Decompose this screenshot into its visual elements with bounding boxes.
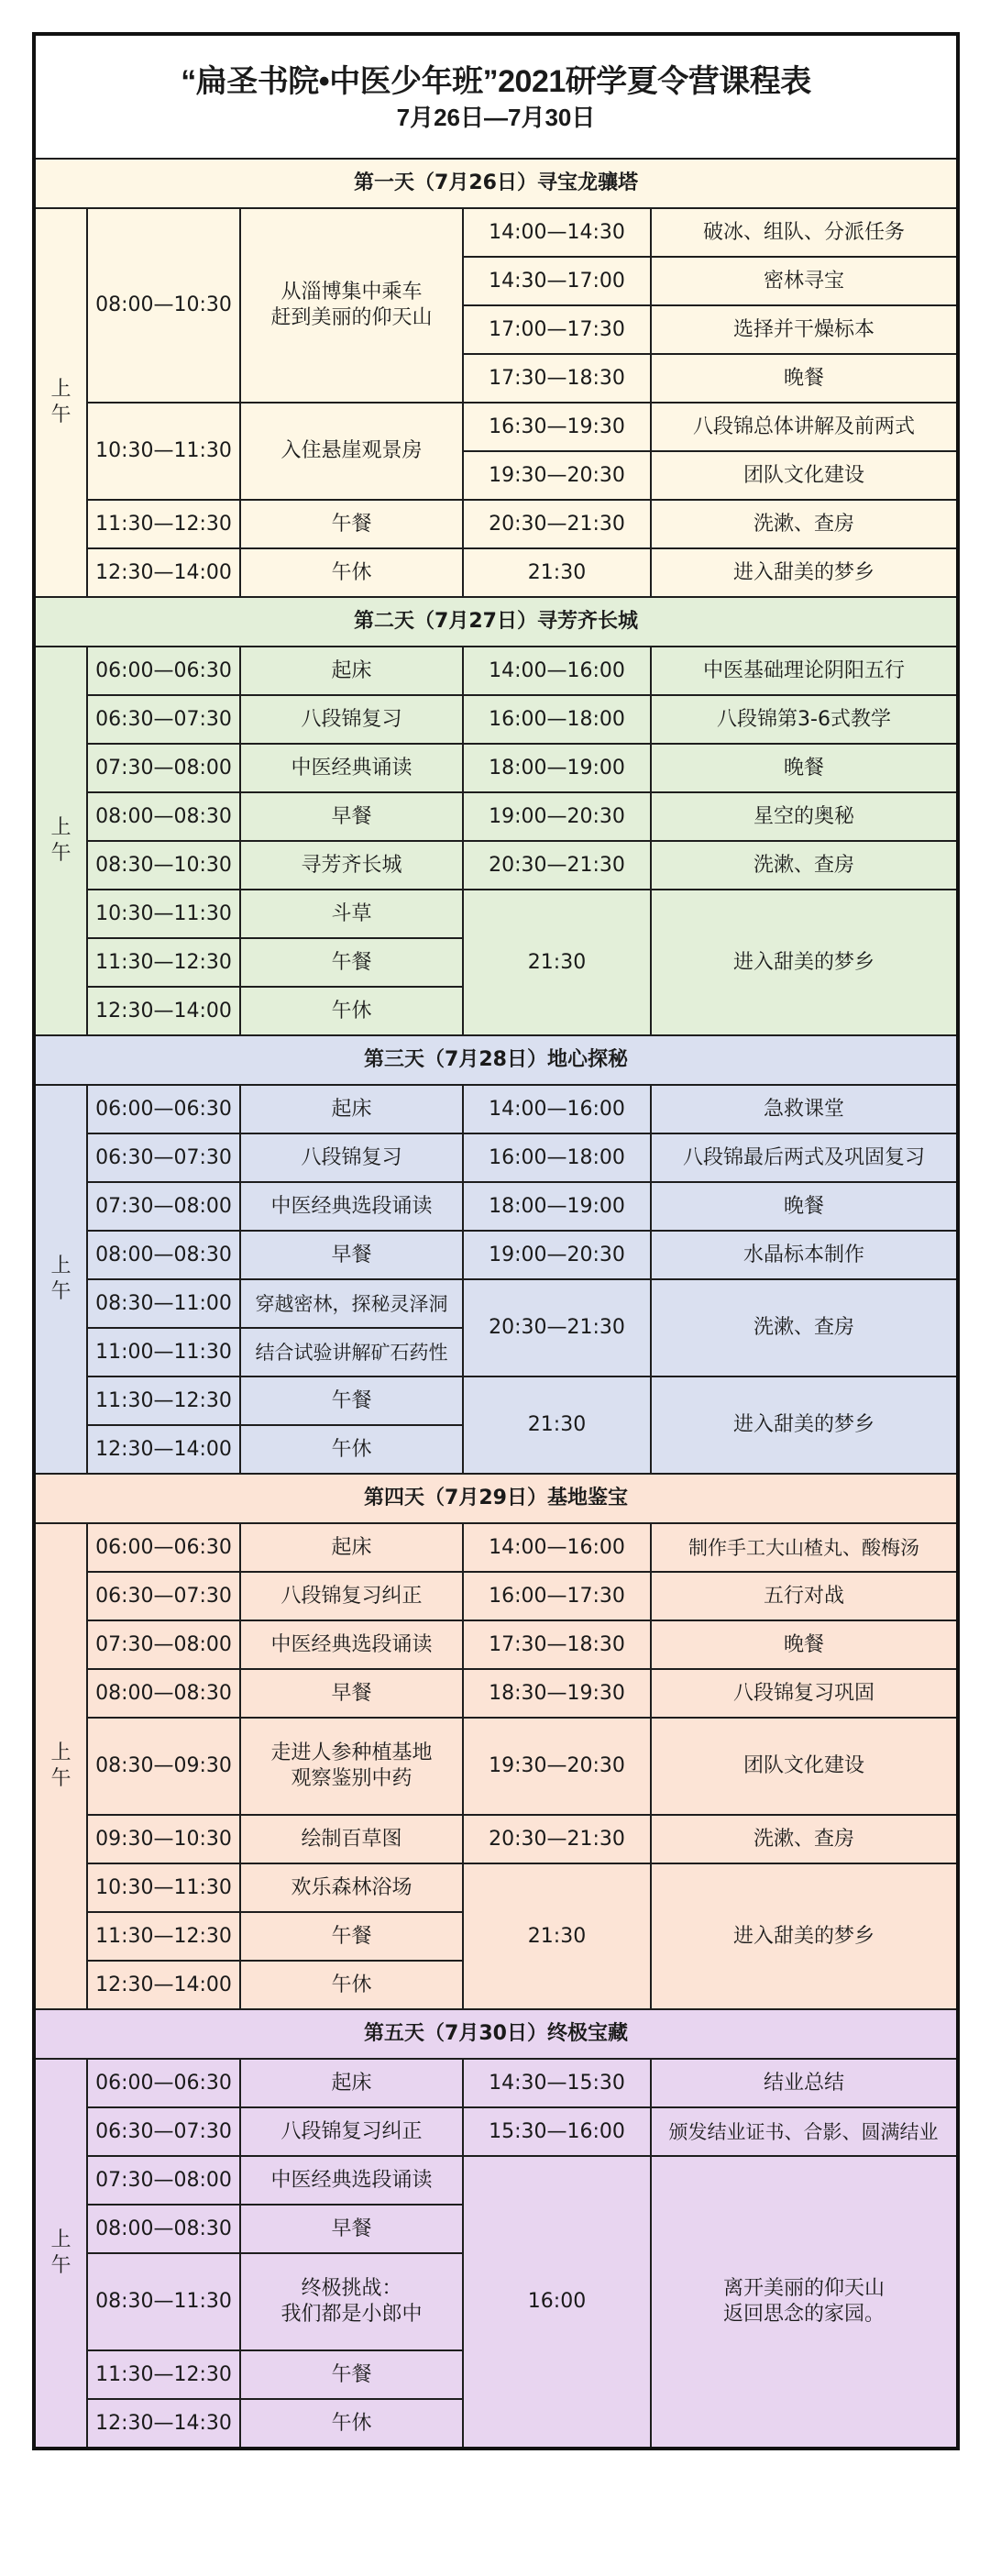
day-4-title: 第四天（7月29日）基地鉴宝 [34,1474,958,1523]
morning-activity: 起床 [240,2059,463,2107]
morning-activity: 午休 [240,1961,463,2009]
morning-activity: 斗草 [240,890,463,938]
afternoon-activity: 团队文化建设 [651,1718,958,1815]
afternoon-activity: 八段锦第3-6式教学 [651,695,958,744]
day-5-header-row [34,2009,958,2059]
table-row [34,2156,958,2205]
afternoon-activity: 洗漱、查房 [651,500,958,548]
table-row [34,1572,958,1620]
table-row [34,500,958,548]
day-1-title: 第一天（7月26日）寻宝龙骧塔 [34,159,958,208]
morning-time: 06:00—06:30 [87,647,240,695]
morning-activity: 八段锦复习纠正 [240,2107,463,2156]
morning-activity: 早餐 [240,1231,463,1279]
morning-activity: 中医经典选段诵读 [240,1620,463,1669]
table-row [34,1523,958,1572]
period-label-morning: 上 午 [34,2059,87,2449]
morning-activity: 午休 [240,2399,463,2449]
table-row [34,1182,958,1231]
table-row [34,403,958,451]
table-row [34,792,958,841]
table-row [34,208,958,257]
morning-activity: 午休 [240,548,463,597]
table-row [34,1815,958,1863]
morning-time: 12:30—14:00 [87,987,240,1035]
afternoon-time: 15:30—16:00 [463,2107,651,2156]
morning-time: 08:00—08:30 [87,2205,240,2253]
table-row [34,1669,958,1718]
afternoon-activity: 晚餐 [651,354,958,403]
period-label-morning: 上 午 [34,1085,87,1474]
afternoon-time: 20:30—21:30 [463,1815,651,1863]
afternoon-activity: 洗漱、查房 [651,841,958,890]
afternoon-activity: 制作手工大山楂丸、酸梅汤 [651,1523,958,1572]
morning-activity: 午餐 [240,1912,463,1961]
afternoon-activity: 八段锦总体讲解及前两式 [651,403,958,451]
afternoon-activity: 洗漱、查房 [651,1815,958,1863]
afternoon-activity: 八段锦复习巩固 [651,1669,958,1718]
page-title: “扁圣书院•中医少年班”2021研学夏令营课程表 [181,63,811,99]
afternoon-activity: 进入甜美的梦乡 [651,548,958,597]
afternoon-time: 19:30—20:30 [463,1718,651,1815]
morning-time: 08:00—08:30 [87,1231,240,1279]
title-block [34,34,958,159]
morning-activity: 绘制百草图 [240,1815,463,1863]
afternoon-activity: 破冰、组队、分派任务 [651,208,958,257]
afternoon-activity: 急救课堂 [651,1085,958,1133]
afternoon-time: 21:30 [463,890,651,1035]
afternoon-activity: 晚餐 [651,1620,958,1669]
day-2-title: 第二天（7月27日）寻芳齐长城 [34,597,958,647]
day-4-header-row [34,1474,958,1523]
morning-activity: 起床 [240,1523,463,1572]
morning-time: 06:00—06:30 [87,1523,240,1572]
afternoon-time: 14:00—16:00 [463,1523,651,1572]
morning-activity: 入住悬崖观景房 [240,403,463,500]
morning-time: 06:30—07:30 [87,2107,240,2156]
schedule-table [32,32,960,2450]
morning-activity: 中医经典选段诵读 [240,1182,463,1231]
morning-time: 08:30—11:30 [87,2253,240,2350]
period-label-morning: 上 午 [34,647,87,1035]
day-5-title: 第五天（7月30日）终极宝藏 [34,2009,958,2059]
day-3-title: 第三天（7月28日）地心探秘 [34,1035,958,1085]
morning-activity: 八段锦复习 [240,1133,463,1182]
morning-time: 12:30—14:00 [87,548,240,597]
table-row [34,1085,958,1133]
afternoon-time: 18:00—19:00 [463,744,651,792]
morning-activity: 早餐 [240,1669,463,1718]
morning-activity: 结合试验讲解矿石药性 [240,1328,463,1376]
morning-activity: 起床 [240,1085,463,1133]
morning-activity: 欢乐森林浴场 [240,1863,463,1912]
date-range: 7月26日—7月30日 [396,103,596,131]
morning-time: 07:30—08:00 [87,1182,240,1231]
morning-time: 11:00—11:30 [87,1328,240,1376]
afternoon-activity: 八段锦最后两式及巩固复习 [651,1133,958,1182]
afternoon-time: 14:00—16:00 [463,647,651,695]
morning-time: 08:30—11:00 [87,1279,240,1328]
afternoon-activity: 中医基础理论阴阳五行 [651,647,958,695]
morning-time: 06:30—07:30 [87,1133,240,1182]
afternoon-activity: 进入甜美的梦乡 [651,1376,958,1474]
afternoon-time: 19:00—20:30 [463,792,651,841]
day-3-header-row [34,1035,958,1085]
afternoon-activity: 结业总结 [651,2059,958,2107]
morning-time: 11:30—12:30 [87,1912,240,1961]
morning-time: 08:00—08:30 [87,1669,240,1718]
morning-activity: 八段锦复习纠正 [240,1572,463,1620]
morning-time: 11:30—12:30 [87,1376,240,1425]
table-row [34,548,958,597]
morning-time: 07:30—08:00 [87,2156,240,2205]
afternoon-time: 16:30—19:30 [463,403,651,451]
morning-activity: 早餐 [240,2205,463,2253]
afternoon-time: 19:30—20:30 [463,451,651,500]
morning-activity: 早餐 [240,792,463,841]
afternoon-time: 21:30 [463,1863,651,2009]
morning-time: 07:30—08:00 [87,744,240,792]
morning-activity: 八段锦复习 [240,695,463,744]
afternoon-activity: 进入甜美的梦乡 [651,1863,958,2009]
afternoon-time: 20:30—21:30 [463,500,651,548]
morning-time: 08:30—09:30 [87,1718,240,1815]
table-row [34,1279,958,1328]
table-row [34,1133,958,1182]
afternoon-time: 16:00—17:30 [463,1572,651,1620]
morning-time: 09:30—10:30 [87,1815,240,1863]
afternoon-time: 18:30—19:30 [463,1669,651,1718]
table-row [34,1718,958,1815]
morning-activity: 穿越密林，探秘灵泽洞 [240,1279,463,1328]
afternoon-time: 20:30—21:30 [463,1279,651,1376]
morning-time: 06:00—06:30 [87,1085,240,1133]
morning-time: 11:30—12:30 [87,938,240,987]
period-label-morning: 上 午 [34,208,87,597]
morning-time: 08:00—10:30 [87,208,240,403]
afternoon-activity: 星空的奥秘 [651,792,958,841]
afternoon-activity: 离开美丽的仰天山 返回思念的家园。 [651,2156,958,2449]
morning-time: 06:30—07:30 [87,695,240,744]
table-row [34,744,958,792]
morning-activity: 午休 [240,987,463,1035]
morning-activity: 午休 [240,1425,463,1474]
afternoon-activity: 进入甜美的梦乡 [651,890,958,1035]
morning-activity: 起床 [240,647,463,695]
afternoon-activity: 团队文化建设 [651,451,958,500]
afternoon-activity: 密林寻宝 [651,257,958,305]
morning-time: 12:30—14:00 [87,1425,240,1474]
afternoon-activity: 晚餐 [651,1182,958,1231]
morning-time: 10:30—11:30 [87,890,240,938]
afternoon-time: 19:00—20:30 [463,1231,651,1279]
table-row [34,1863,958,1912]
afternoon-activity: 晚餐 [651,744,958,792]
table-row [34,2059,958,2107]
period-label-morning: 上 午 [34,1523,87,2009]
morning-activity: 终极挑战： 我们都是小郎中 [240,2253,463,2350]
morning-activity: 午餐 [240,1376,463,1425]
morning-activity: 寻芳齐长城 [240,841,463,890]
table-row [34,2107,958,2156]
morning-time: 12:30—14:30 [87,2399,240,2449]
morning-activity: 午餐 [240,2350,463,2399]
afternoon-time: 14:00—16:00 [463,1085,651,1133]
afternoon-time: 17:30—18:30 [463,1620,651,1669]
table-row [34,890,958,938]
morning-activity: 走进人参种植基地 观察鉴别中药 [240,1718,463,1815]
table-row [34,1376,958,1425]
morning-time: 10:30—11:30 [87,403,240,500]
day-2-header-row [34,597,958,647]
table-row [34,1620,958,1669]
table-row [34,841,958,890]
morning-time: 10:30—11:30 [87,1863,240,1912]
day-1-header-row [34,159,958,208]
morning-time: 06:00—06:30 [87,2059,240,2107]
afternoon-time: 17:30—18:30 [463,354,651,403]
schedule-sheet [32,32,956,2450]
afternoon-time: 18:00—19:00 [463,1182,651,1231]
table-row [34,647,958,695]
afternoon-activity: 洗漱、查房 [651,1279,958,1376]
afternoon-time: 16:00 [463,2156,651,2449]
afternoon-time: 17:00—17:30 [463,305,651,354]
morning-time: 07:30—08:00 [87,1620,240,1669]
morning-activity: 中医经典选段诵读 [240,2156,463,2205]
afternoon-activity: 水晶标本制作 [651,1231,958,1279]
morning-activity: 午餐 [240,938,463,987]
afternoon-time: 21:30 [463,548,651,597]
morning-activity: 从淄博集中乘车 赶到美丽的仰天山 [240,208,463,403]
afternoon-time: 16:00—18:00 [463,1133,651,1182]
afternoon-time: 20:30—21:30 [463,841,651,890]
afternoon-time: 14:30—17:00 [463,257,651,305]
afternoon-time: 21:30 [463,1376,651,1474]
morning-time: 12:30—14:00 [87,1961,240,2009]
afternoon-activity: 五行对战 [651,1572,958,1620]
morning-time: 06:30—07:30 [87,1572,240,1620]
morning-time: 11:30—12:30 [87,2350,240,2399]
afternoon-time: 14:00—14:30 [463,208,651,257]
table-row [34,1231,958,1279]
afternoon-time: 14:30—15:30 [463,2059,651,2107]
afternoon-time: 16:00—18:00 [463,695,651,744]
table-row [34,695,958,744]
afternoon-activity: 选择并干燥标本 [651,305,958,354]
morning-time: 08:00—08:30 [87,792,240,841]
morning-activity: 午餐 [240,500,463,548]
morning-time: 11:30—12:30 [87,500,240,548]
morning-time: 08:30—10:30 [87,841,240,890]
afternoon-activity: 颁发结业证书、合影、圆满结业 [651,2107,958,2156]
morning-activity: 中医经典诵读 [240,744,463,792]
